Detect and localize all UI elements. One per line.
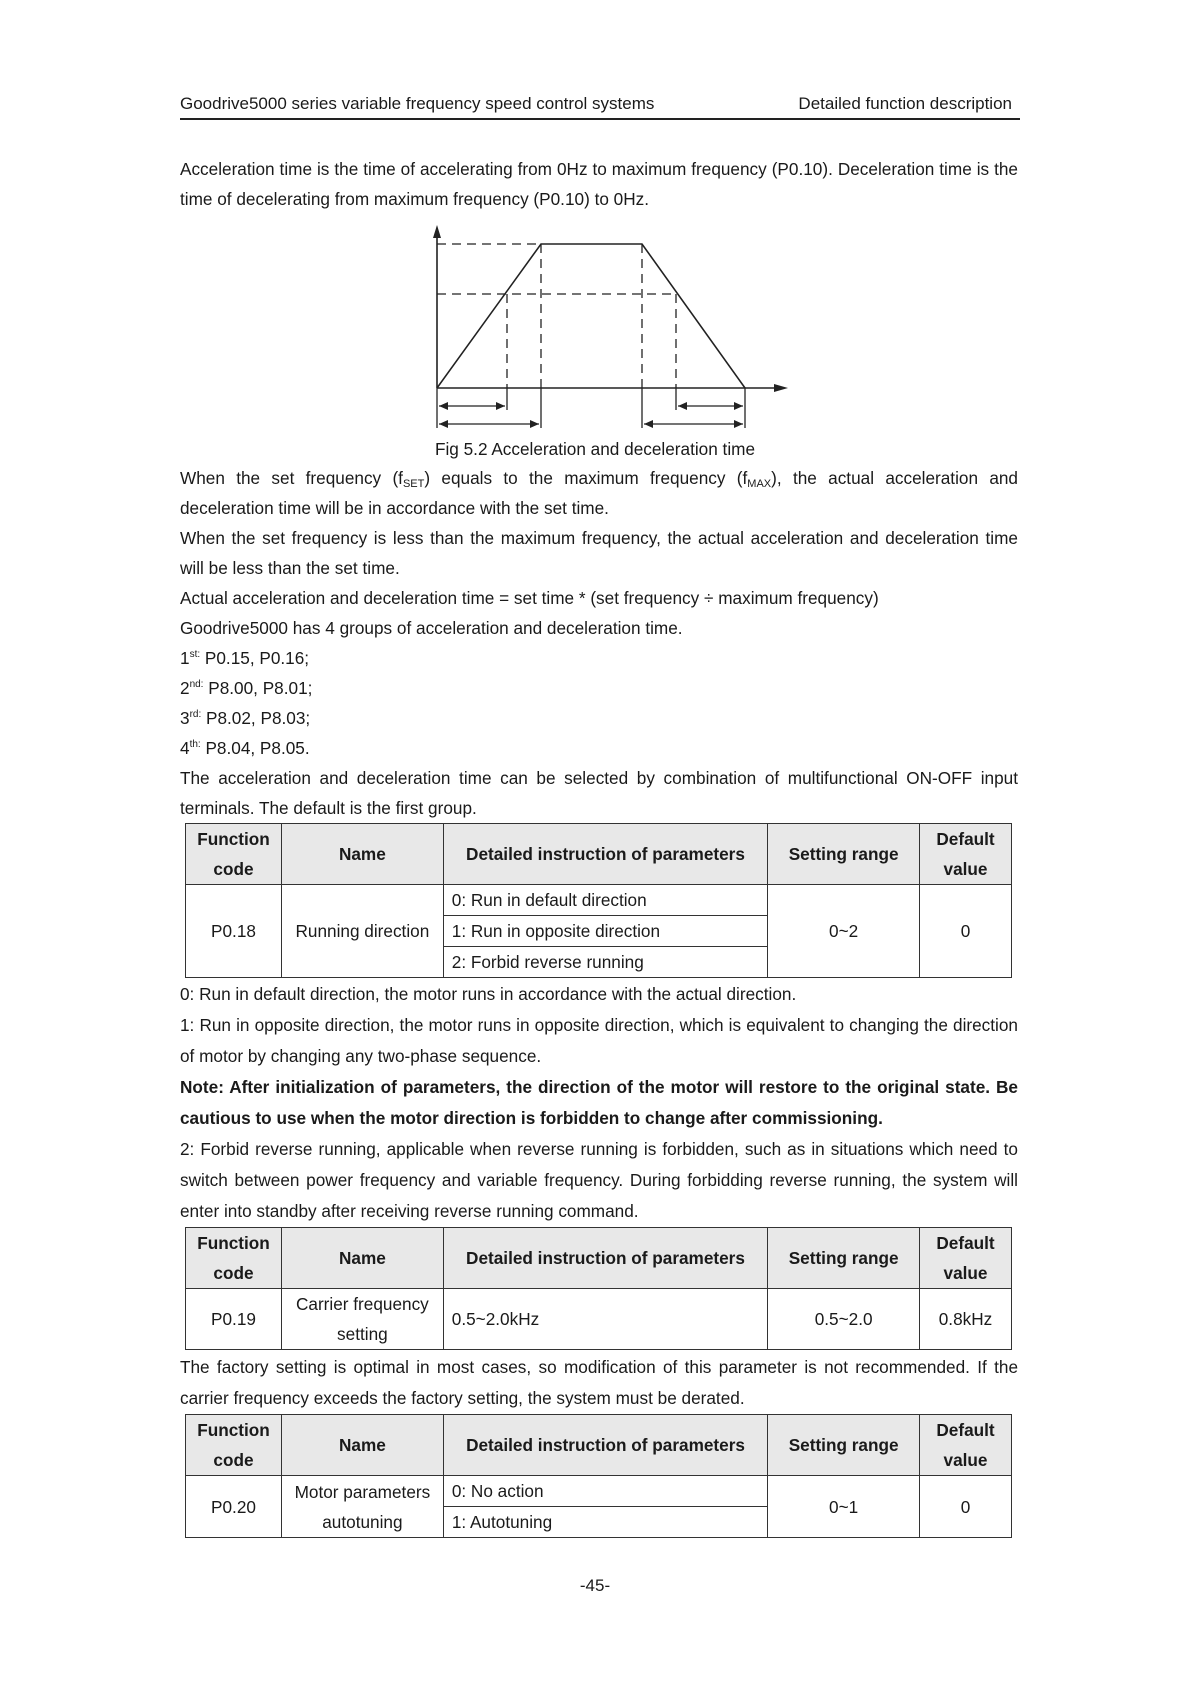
header-section: Detailed function description: [798, 94, 1012, 113]
table-header-row: [186, 1415, 1012, 1476]
setting-range: 0~1: [768, 1476, 920, 1538]
parameter-name: Carrier frequency setting: [281, 1289, 443, 1350]
page-header: [180, 90, 1020, 120]
header-function-code: Function code: [186, 824, 282, 885]
header-function-code: Function code: [186, 1228, 282, 1289]
opposite-direction-paragraph: 1: Run in opposite direction, the motor runs in opposite direction, which is equivalent to changing the direction of motor by changing any two-phase sequence.: [180, 1015, 1018, 1066]
table-row: [186, 1289, 1012, 1350]
parameter-name: Running direction: [281, 885, 443, 978]
detail-option: 0: No action: [443, 1476, 767, 1507]
function-code: P0.20: [186, 1476, 282, 1538]
detail-option: 0: Run in default direction: [443, 885, 767, 916]
formula-line: Actual acceleration and deceleration time = set time * (set frequency ÷ maximum frequency): [180, 588, 879, 608]
header-setting-range: Setting range: [768, 1415, 920, 1476]
figure-caption: Fig 5.2 Acceleration and deceleration time: [434, 439, 756, 459]
group-4-line: $4^{th:}$ P8.04, P8.05.: [180, 738, 310, 758]
table-header-row: [186, 1228, 1012, 1289]
header-default-value: Default value: [920, 1415, 1012, 1476]
default-value: 0: [920, 1476, 1012, 1538]
header-default-value: Default value: [920, 824, 1012, 885]
note-paragraph: Note: After initialization of parameters, the direction of the motor will restore to the original state. Be cautious to use when the motor direction is forbidden to change after commissioning.: [180, 1077, 1018, 1128]
header-function-code: Function code: [186, 1415, 282, 1476]
detail-option: 1: Autotuning: [443, 1507, 767, 1538]
default-value: 0: [920, 885, 1012, 978]
default-direction-paragraph: 0: Run in default direction, the motor runs in accordance with the actual direction.: [180, 984, 797, 1004]
parameter-table-p020: [185, 1414, 1012, 1538]
function-code: P0.19: [186, 1289, 282, 1350]
groups-intro-line: Goodrive5000 has 4 groups of acceleration and deceleration time.: [180, 618, 683, 638]
carrier-note-paragraph: The factory setting is optimal in most cases, so modification of this parameter is not recommended. If the carrier frequency exceeds the factory setting, the system must be derated.: [180, 1357, 1018, 1408]
header-name: Name: [281, 1228, 443, 1289]
frequency-profile: [437, 244, 745, 388]
set-decel-time-arrow: [644, 420, 743, 428]
detail-option: 0.5~2.0kHz: [443, 1289, 767, 1350]
forbid-reverse-paragraph: 2: Forbid reverse running, applicable when reverse running is forbidden, such as in situations which need to switch between power frequency and variable frequency. During forbidding reverse running, the system will enter into standby after receiving reverse running command.: [180, 1139, 1018, 1221]
header-name: Name: [281, 824, 443, 885]
header-setting-range: Setting range: [768, 824, 920, 885]
table-row: [186, 885, 1012, 916]
header-title: Goodrive5000 series variable frequency speed control systems: [180, 94, 655, 113]
header-detail: Detailed instruction of parameters: [443, 824, 767, 885]
detail-option: 1: Run in opposite direction: [443, 916, 767, 947]
header-detail: Detailed instruction of parameters: [443, 1415, 767, 1476]
header-name: Name: [281, 1415, 443, 1476]
accel-decel-diagram: [420, 224, 800, 430]
table-header-row: [186, 824, 1012, 885]
intro-paragraph: Acceleration time is the time of accelerating from 0Hz to maximum frequency (P0.10). Deceleration time is the time of decelerating from maximum frequency (P0.10) to 0Hz.: [180, 159, 1018, 209]
less-than-max-paragraph: When the set frequency is less than the maximum frequency, the actual acceleration and deceleration time will be less than the set time.: [180, 528, 1018, 578]
page-number: -45-: [579, 1576, 611, 1595]
parameter-name: Motor parameters autotuning: [281, 1476, 443, 1538]
y-axis-arrow: [433, 225, 441, 238]
actual-decel-time-arrow: [678, 402, 743, 410]
set-accel-time-arrow: [439, 420, 539, 428]
setting-range: 0~2: [768, 885, 920, 978]
group-3-line: $3^{rd:}$ P8.02, P8.03;: [180, 708, 311, 728]
default-value: 0.8kHz: [920, 1289, 1012, 1350]
parameter-table-p019: [185, 1227, 1012, 1350]
setting-range: 0.5~2.0: [768, 1289, 920, 1350]
header-detail: Detailed instruction of parameters: [443, 1228, 767, 1289]
set-frequency-paragraph: When the set frequency $(f_{SET})$ equals to the maximum frequency $(f_{MAX})$, the actual acceleration and deceleration time will be in accordance with the set time.: [180, 468, 1018, 518]
header-default-value: Default value: [920, 1228, 1012, 1289]
parameter-table-p018: [185, 823, 1012, 978]
group-2-line: $2^{nd:}$ P8.00, P8.01;: [180, 678, 313, 698]
table-row: [186, 1476, 1012, 1507]
group-1-line: $1^{st:}$ P0.15, P0.16;: [180, 648, 310, 668]
actual-accel-time-arrow: [439, 402, 505, 410]
function-code: P0.18: [186, 885, 282, 978]
header-setting-range: Setting range: [768, 1228, 920, 1289]
detail-option: 2: Forbid reverse running: [443, 947, 767, 978]
selection-paragraph: The acceleration and deceleration time can be selected by combination of multifunctional ON-OFF input terminals. The default is the first group.: [180, 768, 1018, 818]
x-axis-arrow: [774, 384, 788, 392]
